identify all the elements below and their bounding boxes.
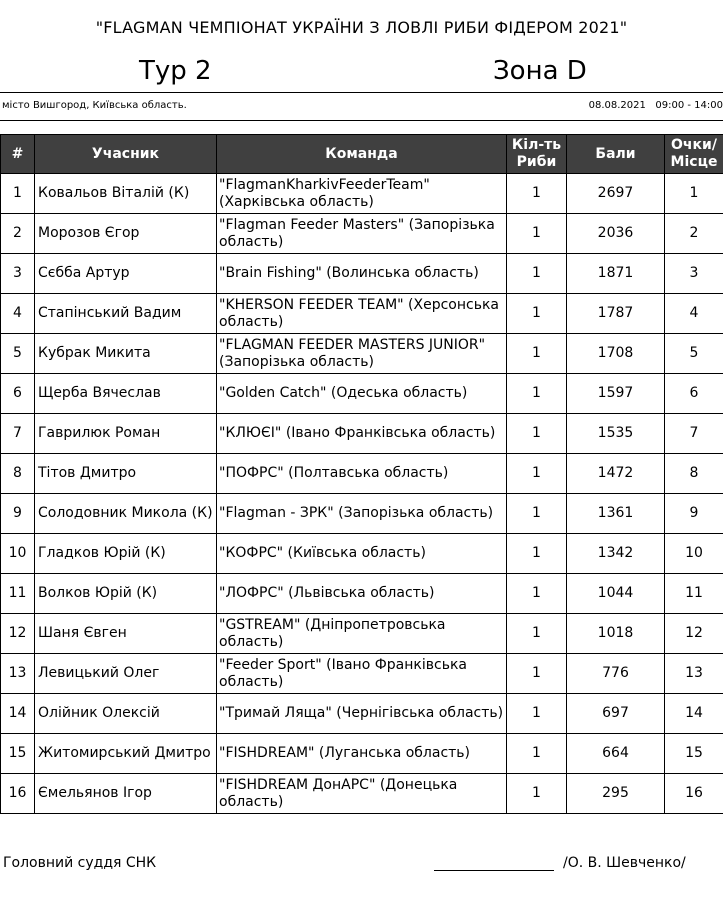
- cell-num: 10: [1, 534, 35, 574]
- cell-participant: Гладков Юрій (К): [35, 534, 217, 574]
- cell-points: 1535: [567, 414, 665, 454]
- cell-points: 664: [567, 734, 665, 774]
- table-row: [1, 494, 723, 534]
- table-row: [1, 334, 723, 374]
- cell-team: "Feeder Sport" (Івано Франківська область): [217, 654, 507, 694]
- cell-place: 13: [665, 654, 723, 694]
- table-row: [1, 214, 723, 254]
- cell-place: 7: [665, 414, 723, 454]
- cell-points: 697: [567, 694, 665, 734]
- table-row: [1, 174, 723, 214]
- cell-participant: Гаврилюк Роман: [35, 414, 217, 454]
- cell-points: 1361: [567, 494, 665, 534]
- cell-place: 14: [665, 694, 723, 734]
- cell-num: 6: [1, 374, 35, 414]
- cell-participant: Ємельянов Ігор: [35, 774, 217, 814]
- cell-place: 5: [665, 334, 723, 374]
- cell-num: 2: [1, 214, 35, 254]
- cell-participant: Тітов Дмитро: [35, 454, 217, 494]
- judge-name: /О. В. Шевченко/: [563, 855, 686, 871]
- cell-num: 15: [1, 734, 35, 774]
- cell-points: 1871: [567, 254, 665, 294]
- cell-place: 9: [665, 494, 723, 534]
- cell-fish-count: 1: [507, 734, 567, 774]
- cell-team: "FISHDREAM ДонАРС" (Донецька область): [217, 774, 507, 814]
- cell-team: "Golden Catch" (Одеська область): [217, 374, 507, 414]
- cell-fish-count: 1: [507, 174, 567, 214]
- location-text: місто Вишгород, Київська область.: [2, 100, 187, 111]
- cell-place: 4: [665, 294, 723, 334]
- cell-team: "ЛОФРС" (Львівська область): [217, 574, 507, 614]
- cell-participant: Левицький Олег: [35, 654, 217, 694]
- cell-team: "KHERSON FEEDER TEAM" (Херсонська область): [217, 294, 507, 334]
- cell-num: 8: [1, 454, 35, 494]
- cell-place: 11: [665, 574, 723, 614]
- judge-label: Головний суддя СНК: [3, 855, 157, 871]
- cell-num: 1: [1, 174, 35, 214]
- cell-fish-count: 1: [507, 454, 567, 494]
- cell-participant: Сєбба Артур: [35, 254, 217, 294]
- cell-place: 2: [665, 214, 723, 254]
- cell-participant: Морозов Єгор: [35, 214, 217, 254]
- cell-num: 16: [1, 774, 35, 814]
- header-team: Команда: [217, 135, 507, 174]
- cell-participant: Шаня Євген: [35, 614, 217, 654]
- cell-participant: Житомирський Дмитро: [35, 734, 217, 774]
- cell-num: 9: [1, 494, 35, 534]
- divider-bottom: [0, 120, 723, 121]
- cell-num: 4: [1, 294, 35, 334]
- cell-place: 16: [665, 774, 723, 814]
- table-row: [1, 254, 723, 294]
- cell-fish-count: 1: [507, 254, 567, 294]
- cell-points: 2697: [567, 174, 665, 214]
- cell-fish-count: 1: [507, 774, 567, 814]
- cell-team: "КЛЮЄІ" (Івано Франківська область): [217, 414, 507, 454]
- header-place: Очки/ Місце: [665, 135, 723, 174]
- cell-fish-count: 1: [507, 574, 567, 614]
- cell-participant: Олійник Олексій: [35, 694, 217, 734]
- cell-num: 12: [1, 614, 35, 654]
- header-points: Бали: [567, 135, 665, 174]
- cell-fish-count: 1: [507, 694, 567, 734]
- results-table: [0, 134, 723, 814]
- cell-participant: Солодовник Микола (К): [35, 494, 217, 534]
- header-fish-count: Кіл-ть Риби: [507, 135, 567, 174]
- signature-line: [434, 870, 554, 871]
- table-header-row: [1, 135, 723, 174]
- cell-participant: Ковальов Віталій (К): [35, 174, 217, 214]
- tour-label: Тур 2: [139, 56, 212, 86]
- cell-fish-count: 1: [507, 294, 567, 334]
- cell-team: "КОФРС" (Київська область): [217, 534, 507, 574]
- cell-participant: Волков Юрій (К): [35, 574, 217, 614]
- table-row: [1, 694, 723, 734]
- cell-fish-count: 1: [507, 334, 567, 374]
- cell-place: 3: [665, 254, 723, 294]
- cell-fish-count: 1: [507, 414, 567, 454]
- cell-points: 1787: [567, 294, 665, 334]
- cell-team: "FISHDREAM" (Луганська область): [217, 734, 507, 774]
- cell-points: 295: [567, 774, 665, 814]
- datetime-text: 08.08.2021 09:00 - 14:00: [588, 100, 723, 111]
- cell-team: "Flagman - ЗРК" (Запорізька область): [217, 494, 507, 534]
- table-row: [1, 294, 723, 334]
- cell-points: 1708: [567, 334, 665, 374]
- zone-label: Зона D: [493, 56, 587, 86]
- header-participant: Учасник: [35, 135, 217, 174]
- document-title: "FLAGMAN ЧЕМПІОНАТ УКРАЇНИ З ЛОВЛІ РИБИ ФІДЕРОМ 2021": [95, 18, 628, 37]
- cell-place: 6: [665, 374, 723, 414]
- cell-place: 8: [665, 454, 723, 494]
- cell-points: 1044: [567, 574, 665, 614]
- table-row: [1, 454, 723, 494]
- cell-num: 11: [1, 574, 35, 614]
- cell-place: 1: [665, 174, 723, 214]
- cell-num: 5: [1, 334, 35, 374]
- cell-num: 13: [1, 654, 35, 694]
- cell-points: 776: [567, 654, 665, 694]
- cell-participant: Стапінський Вадим: [35, 294, 217, 334]
- cell-participant: Щерба Вячеслав: [35, 374, 217, 414]
- cell-place: 12: [665, 614, 723, 654]
- cell-team: "GSTREAM" (Дніпропетровська область): [217, 614, 507, 654]
- cell-fish-count: 1: [507, 374, 567, 414]
- table-row: [1, 614, 723, 654]
- cell-fish-count: 1: [507, 654, 567, 694]
- divider-top: [0, 92, 723, 93]
- table-row: [1, 574, 723, 614]
- cell-participant: Кубрак Микита: [35, 334, 217, 374]
- header-num: #: [1, 135, 35, 174]
- cell-points: 1472: [567, 454, 665, 494]
- cell-fish-count: 1: [507, 614, 567, 654]
- cell-place: 15: [665, 734, 723, 774]
- table-row: [1, 414, 723, 454]
- cell-team: "Тримай Ляща" (Чернігівська область): [217, 694, 507, 734]
- table-row: [1, 734, 723, 774]
- cell-num: 7: [1, 414, 35, 454]
- cell-num: 3: [1, 254, 35, 294]
- cell-points: 1597: [567, 374, 665, 414]
- table-row: [1, 654, 723, 694]
- cell-team: "ПОФРС" (Полтавська область): [217, 454, 507, 494]
- cell-place: 10: [665, 534, 723, 574]
- cell-fish-count: 1: [507, 534, 567, 574]
- table-row: [1, 534, 723, 574]
- cell-points: 1342: [567, 534, 665, 574]
- table-row: [1, 374, 723, 414]
- cell-fish-count: 1: [507, 494, 567, 534]
- cell-team: "Flagman Feeder Masters" (Запорізька область): [217, 214, 507, 254]
- cell-num: 14: [1, 694, 35, 734]
- cell-team: "FLAGMAN FEEDER MASTERS JUNIOR" (Запорізька область): [217, 334, 507, 374]
- table-row: [1, 774, 723, 814]
- cell-team: "FlagmanKharkivFeederTeam" (Харківська область): [217, 174, 507, 214]
- cell-points: 1018: [567, 614, 665, 654]
- cell-fish-count: 1: [507, 214, 567, 254]
- cell-team: "Brain Fishing" (Волинська область): [217, 254, 507, 294]
- cell-points: 2036: [567, 214, 665, 254]
